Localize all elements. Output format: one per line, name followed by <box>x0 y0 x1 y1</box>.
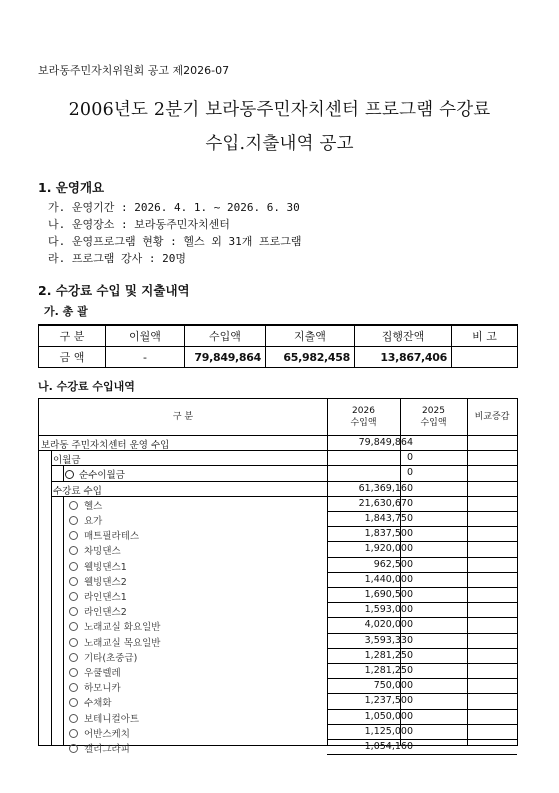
operation-period: 가. 운영기간 : 2026. 4. 1. ~ 2026. 6. 30 <box>48 201 300 214</box>
detail-row-label-text: 라인댄스2 <box>84 607 127 619</box>
detail-row <box>39 482 517 497</box>
detail-row-2026-income: 962,500 <box>373 558 413 570</box>
income-detail-subheading: 나. 수강료 수입내역 <box>38 380 135 393</box>
bullet-circle-icon <box>69 501 78 510</box>
detail-row-label-text: 우쿨렐레 <box>84 668 121 679</box>
detail-row-2026-income: 1,690,500 <box>364 589 413 600</box>
detail-row-2026-income: 1,125,000 <box>364 725 413 737</box>
detail-row-label <box>69 619 160 633</box>
detail-row-label <box>41 437 169 451</box>
detail-row-label <box>69 650 137 664</box>
detail-row <box>39 725 517 740</box>
summary-amount-row <box>39 347 518 368</box>
indent-guide <box>51 451 52 745</box>
detail-header-row <box>39 399 517 436</box>
detail-header-compare: 비교증감 <box>474 412 510 422</box>
summary-carryover: - <box>106 347 185 368</box>
detail-header-2025-income: 2025 수입액 <box>420 406 447 428</box>
detail-row <box>39 573 517 588</box>
detail-row <box>39 588 517 603</box>
income-detail-table <box>38 398 518 755</box>
detail-row-label-text: 차밍댄스 <box>84 546 121 558</box>
detail-row <box>39 603 517 618</box>
detail-row-2026-income: 0 <box>406 467 413 479</box>
bullet-circle-icon <box>69 546 78 555</box>
bullet-circle-icon <box>69 607 78 616</box>
section2-heading: 2. 수강료 수입 및 지출내역 <box>38 283 190 298</box>
summary-expense: 65,982,458 <box>266 347 355 368</box>
page-title: 2006년도 2분기 보라동주민자치센터 프로그램 수강료 <box>68 100 491 120</box>
bullet-circle-icon <box>69 531 78 540</box>
bullet-circle-icon <box>69 744 78 753</box>
detail-row-label-text: 노래교실 목요일반 <box>84 637 161 649</box>
operation-place: 나. 운영장소 : 보라동주민자치센터 <box>48 218 230 231</box>
detail-header-category: 구 분 <box>172 412 194 422</box>
detail-row-2026-income: 21,630,670 <box>358 497 413 509</box>
detail-row-2026-income: 4,020,000 <box>364 619 413 631</box>
detail-row-label <box>69 559 127 573</box>
detail-row-label <box>69 513 102 527</box>
summary-table <box>38 324 518 368</box>
section1-heading: 1. 운영개요 <box>38 180 105 195</box>
detail-row-label <box>69 680 121 694</box>
summary-subheading: 가. 총 괄 <box>44 305 88 318</box>
detail-row-label-text: 보라동 주민자치센터 운영 수입 <box>41 440 170 451</box>
summary-income: 79,849,864 <box>185 347 266 368</box>
detail-row-label <box>69 498 102 512</box>
summary-header-income: 수입액 <box>185 325 266 347</box>
detail-row-label <box>69 741 130 755</box>
detail-row-label <box>69 574 127 588</box>
detail-row-label-text: 웰빙댄스2 <box>84 576 127 588</box>
detail-row-label <box>69 665 121 679</box>
detail-row-2026-income: 1,837,500 <box>364 528 413 540</box>
detail-row-2026-income: 79,849,864 <box>358 437 413 448</box>
detail-row-2026-income: 3,593,330 <box>364 634 413 646</box>
bullet-circle-icon <box>69 516 78 525</box>
page-subtitle: 수입.지출내역 공고 <box>205 134 354 154</box>
detail-row-label <box>69 528 139 542</box>
bullet-circle-icon <box>69 698 78 707</box>
detail-row-label <box>53 452 81 466</box>
bullet-circle-icon <box>69 653 78 662</box>
bullet-circle-icon <box>69 729 78 738</box>
indent-guide <box>63 466 64 481</box>
detail-row-label <box>65 467 125 481</box>
detail-row <box>39 649 517 664</box>
detail-row-label-text: 기타(초중급) <box>84 652 138 664</box>
detail-row-label-text: 이월금 <box>53 455 81 467</box>
summary-header-category: 구 분 <box>39 325 106 347</box>
detail-row-2026-income: 1,281,250 <box>364 649 413 661</box>
detail-row-label-text: 수강료 수입 <box>53 485 102 497</box>
detail-row <box>39 710 517 725</box>
bullet-circle-icon <box>69 622 78 631</box>
detail-row <box>39 542 517 557</box>
detail-row-label <box>53 483 102 497</box>
detail-row-label-text: 보테니컬아트 <box>84 713 140 725</box>
detail-row <box>39 558 517 573</box>
instructor-count: 라. 프로그램 강사 : 20명 <box>48 252 186 265</box>
detail-row-label-text: 라인댄스1 <box>84 592 127 603</box>
bullet-circle-icon <box>69 714 78 723</box>
detail-header-2026-income: 2026 수입액 <box>350 406 377 428</box>
detail-row <box>39 694 517 709</box>
bullet-circle-icon <box>69 592 78 601</box>
detail-row-2026-income: 1,054,160 <box>364 741 413 752</box>
detail-row-2026-income: 750,000 <box>373 680 413 692</box>
detail-row-label-text: 순수이월금 <box>79 470 125 482</box>
detail-row-label <box>69 695 112 709</box>
summary-header-remarks: 비 고 <box>452 325 518 347</box>
summary-header-expense: 지출액 <box>266 325 355 347</box>
detail-row <box>39 618 517 633</box>
notice-number: 보라동주민자치위원회 공고 제2026-07 <box>38 64 230 77</box>
bullet-circle-icon <box>69 683 78 692</box>
bullet-circle-icon <box>69 668 78 677</box>
detail-row-2026-income: 1,593,000 <box>364 604 413 616</box>
indent-guide <box>63 497 64 745</box>
detail-row <box>39 451 517 466</box>
detail-row-label <box>69 635 160 649</box>
bullet-circle-icon <box>69 577 78 586</box>
summary-header-row <box>39 325 518 347</box>
detail-row-label <box>69 726 130 740</box>
detail-row <box>39 634 517 649</box>
detail-row <box>39 497 517 512</box>
detail-row-label-text: 헬스 <box>84 500 103 512</box>
detail-row-label <box>69 589 127 603</box>
summary-balance: 13,867,406 <box>355 347 452 368</box>
summary-header-carryover: 이월액 <box>106 325 185 347</box>
detail-row-label-text: 캘리그라피 <box>84 744 130 755</box>
detail-row-2026-income: 1,281,250 <box>364 665 413 676</box>
bullet-circle-icon <box>69 638 78 647</box>
detail-row-label <box>69 711 139 725</box>
detail-row-label <box>69 543 121 557</box>
detail-row-2026-income: 61,369,160 <box>358 482 413 494</box>
detail-row-2026-income: 1,843,750 <box>364 513 413 524</box>
row-divider <box>327 754 517 755</box>
detail-row-label-text: 수채화 <box>84 698 112 710</box>
summary-remarks <box>452 347 518 368</box>
detail-row-2026-income: 1,920,000 <box>364 543 413 555</box>
detail-row-2026-income: 0 <box>406 452 413 464</box>
detail-row <box>39 679 517 694</box>
detail-row-2026-income: 1,440,000 <box>364 573 413 585</box>
bullet-circle-icon <box>69 562 78 571</box>
summary-header-balance: 집행잔액 <box>355 325 452 347</box>
detail-row-label-text: 하모니카 <box>84 683 121 695</box>
detail-row-label-text: 어반스케치 <box>84 728 130 740</box>
detail-row-label-text: 요가 <box>84 516 103 527</box>
summary-row-label: 금 액 <box>39 347 106 368</box>
detail-row <box>39 466 517 481</box>
detail-row-2026-income: 1,237,500 <box>364 695 413 707</box>
detail-row-label-text: 노래교실 화요일반 <box>84 622 161 634</box>
detail-row-label-text: 웰빙댄스1 <box>84 561 127 573</box>
detail-row-label <box>69 604 127 618</box>
detail-row <box>39 436 517 451</box>
detail-row <box>39 512 517 527</box>
detail-row-2026-income: 1,050,000 <box>364 710 413 722</box>
detail-row <box>39 664 517 679</box>
program-status: 다. 운영프로그램 현황 : 헬스 외 31개 프로그램 <box>48 235 302 248</box>
detail-row <box>39 740 517 755</box>
detail-row <box>39 527 517 542</box>
bullet-circle-icon <box>65 470 74 479</box>
detail-row-label-text: 매트필라테스 <box>84 531 140 543</box>
